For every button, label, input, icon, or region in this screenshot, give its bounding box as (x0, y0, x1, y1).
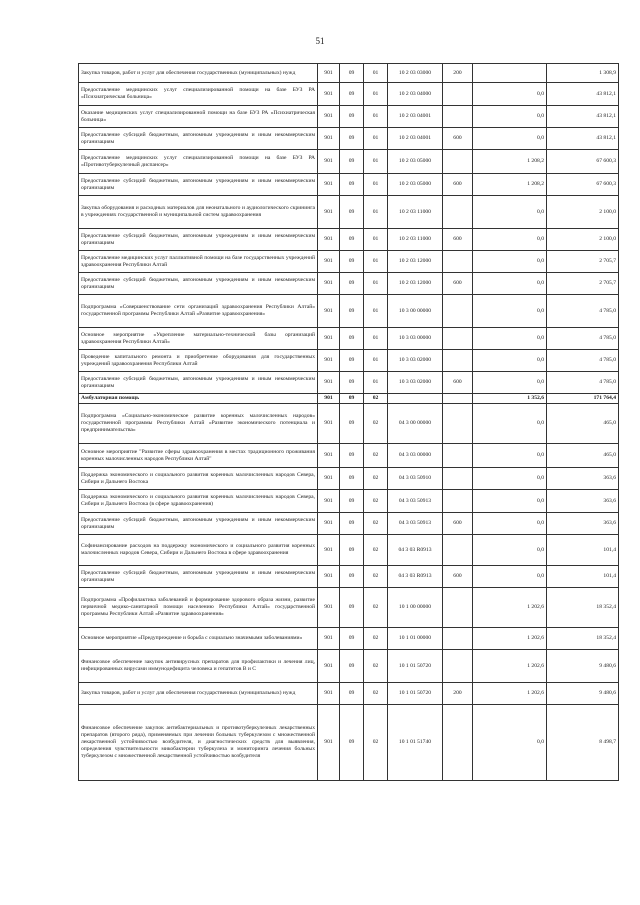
section-total-row (79, 394, 619, 404)
amount-col-1: 0,0 (473, 128, 547, 150)
target-article-code: 10 2 03 05000 (388, 174, 443, 196)
grbs-code: 901 (318, 650, 340, 683)
section-code: 09 (340, 628, 364, 650)
expense-type-code (443, 394, 473, 404)
budget-table (78, 63, 619, 781)
subsection-code: 01 (364, 150, 388, 174)
expense-type-code: 600 (443, 513, 473, 535)
subsection-code: 01 (364, 106, 388, 128)
subsection-code: 01 (364, 372, 388, 394)
row-name: Предоставление субсидий бюджетным, автономным учреждениям и иным некоммерческим организациям (79, 128, 318, 150)
amount-col-1: 0,0 (473, 444, 547, 468)
grbs-code: 901 (318, 535, 340, 566)
amount-col-1: 0,0 (473, 513, 547, 535)
row-name: Предоставление субсидий бюджетным, автономным учреждениям и иным некоммерческим организациям (79, 273, 318, 295)
table-row (79, 174, 619, 196)
amount-col-1: 0,0 (473, 83, 547, 106)
amount-col-1: 0,0 (473, 229, 547, 251)
amount-col-1: 0,0 (473, 106, 547, 128)
amount-col-1: 0,0 (473, 295, 547, 328)
target-article-code: 10 2 03 04000 (388, 83, 443, 106)
table-row (79, 328, 619, 350)
amount-col-2: 2 100,0 (547, 196, 619, 229)
row-name: Предоставление субсидий бюджетным, автономным учреждениям и иным некоммерческим организациям (79, 229, 318, 251)
table-row (79, 372, 619, 394)
target-article-code: 04 3 03 R0913 (388, 535, 443, 566)
grbs-code: 901 (318, 705, 340, 781)
grbs-code: 901 (318, 444, 340, 468)
amount-col-1: 1 202,6 (473, 628, 547, 650)
section-code: 09 (340, 328, 364, 350)
expense-type-code (443, 628, 473, 650)
expense-type-code (443, 490, 473, 513)
grbs-code: 901 (318, 468, 340, 490)
section-code: 09 (340, 468, 364, 490)
amount-col-2: 171 764,4 (547, 394, 619, 404)
amount-col-1: 1 202,6 (473, 683, 547, 705)
amount-col-2: 18 352,4 (547, 628, 619, 650)
table-row (79, 64, 619, 83)
section-code: 09 (340, 535, 364, 566)
section-code: 09 (340, 404, 364, 444)
table-body (79, 64, 619, 781)
expense-type-code (443, 705, 473, 781)
row-name: Подпрограмма «Социально-экономическое развитие коренных малочисленных народов» государственной программы Республики Алтай «Развитие экономического потенциала и предпринимательства» (79, 404, 318, 444)
table-row (79, 83, 619, 106)
amount-col-1: 0,0 (473, 490, 547, 513)
expense-type-code (443, 588, 473, 628)
row-name: Предоставление субсидий бюджетным, автономным учреждениям и иным некоммерческим организациям (79, 513, 318, 535)
subsection-code: 01 (364, 196, 388, 229)
amount-col-2: 9 480,6 (547, 650, 619, 683)
expense-type-code (443, 650, 473, 683)
section-code: 09 (340, 513, 364, 535)
amount-col-2: 2 705,7 (547, 273, 619, 295)
section-code: 09 (340, 128, 364, 150)
amount-col-1: 0,0 (473, 328, 547, 350)
section-code: 09 (340, 251, 364, 273)
amount-col-1: 0,0 (473, 468, 547, 490)
grbs-code: 901 (318, 404, 340, 444)
table-row (79, 628, 619, 650)
target-article-code: 04 3 03 50913 (388, 490, 443, 513)
amount-col-2: 2 100,0 (547, 229, 619, 251)
expense-type-code: 600 (443, 229, 473, 251)
grbs-code: 901 (318, 683, 340, 705)
target-article-code: 10 2 03 04001 (388, 106, 443, 128)
section-code: 09 (340, 64, 364, 83)
subsection-code: 02 (364, 535, 388, 566)
amount-col-1: 1 208,2 (473, 150, 547, 174)
row-name: Основное мероприятие «Укрепление материально-технической базы организаций здравоохранения Республики Алтай» (79, 328, 318, 350)
grbs-code: 901 (318, 229, 340, 251)
row-name: Закупка оборудования и расходных материалов для неонатального и аудиологического скрининга в учреждениях государственной и муниципальной систем здравоохранения (79, 196, 318, 229)
expense-type-code (443, 196, 473, 229)
amount-col-2: 465,0 (547, 444, 619, 468)
subsection-code: 02 (364, 566, 388, 588)
amount-col-1: 1 352,6 (473, 394, 547, 404)
amount-col-2: 43 812,1 (547, 106, 619, 128)
subsection-code: 02 (364, 404, 388, 444)
expense-type-code (443, 251, 473, 273)
amount-col-1: 0,0 (473, 535, 547, 566)
row-name: Проведение капитального ремонта и приобретение оборудования для государственных учреждений здравоохранения Республики Алтай (79, 350, 318, 372)
table-row (79, 229, 619, 251)
amount-col-1: 0,0 (473, 566, 547, 588)
subsection-code: 01 (364, 350, 388, 372)
target-article-code: 10 3 03 00000 (388, 328, 443, 350)
amount-col-2: 101,4 (547, 566, 619, 588)
section-code: 09 (340, 150, 364, 174)
amount-col-2: 4 785,0 (547, 328, 619, 350)
amount-col-2: 465,0 (547, 404, 619, 444)
row-name: Софинансирование расходов на поддержку экономического и социального развития коренных малочисленных народов Севера, Сибири и Дальнего Востока в сфере здравоохранения (79, 535, 318, 566)
amount-col-2: 43 812,1 (547, 83, 619, 106)
subsection-code: 02 (364, 468, 388, 490)
amount-col-2: 18 352,4 (547, 588, 619, 628)
expense-type-code: 600 (443, 566, 473, 588)
subsection-code: 02 (364, 705, 388, 781)
grbs-code: 901 (318, 251, 340, 273)
target-article-code: 10 2 03 04001 (388, 128, 443, 150)
target-article-code: 10 2 03 03000 (388, 64, 443, 83)
subsection-code: 01 (364, 328, 388, 350)
grbs-code: 901 (318, 128, 340, 150)
section-code: 09 (340, 273, 364, 295)
page-number: 51 (315, 36, 325, 46)
target-article-code: 10 3 00 00000 (388, 295, 443, 328)
subsection-code: 01 (364, 174, 388, 196)
grbs-code: 901 (318, 394, 340, 404)
section-code: 09 (340, 295, 364, 328)
grbs-code: 901 (318, 372, 340, 394)
section-code: 09 (340, 705, 364, 781)
amount-col-1: 0,0 (473, 251, 547, 273)
amount-col-2: 363,6 (547, 490, 619, 513)
amount-col-1 (473, 64, 547, 83)
table-row (79, 196, 619, 229)
table-row (79, 468, 619, 490)
section-code: 09 (340, 588, 364, 628)
row-name: Предоставление субсидий бюджетным, автономным учреждениям и иным некоммерческим организациям (79, 174, 318, 196)
expense-type-code (443, 404, 473, 444)
table-row (79, 273, 619, 295)
amount-col-1: 1 202,6 (473, 650, 547, 683)
expense-type-code (443, 350, 473, 372)
row-name: Подпрограмма «Совершенствование сети организаций здравоохранения Республики Алтай» государственной программы Республики Алтай «Развитие здравоохранения» (79, 295, 318, 328)
target-article-code: 10 2 03 11000 (388, 196, 443, 229)
amount-col-2: 67 600,3 (547, 174, 619, 196)
subsection-code: 02 (364, 628, 388, 650)
expense-type-code (443, 150, 473, 174)
expense-type-code: 600 (443, 128, 473, 150)
table-row (79, 705, 619, 781)
subsection-code: 02 (364, 444, 388, 468)
section-code: 09 (340, 83, 364, 106)
row-name: Оказание медицинских услуг специализированной помощи на базе БУЗ РА «Психиатрическая больница» (79, 106, 318, 128)
subsection-code: 01 (364, 251, 388, 273)
target-article-code: 10 1 00 00000 (388, 588, 443, 628)
grbs-code: 901 (318, 273, 340, 295)
amount-col-2: 101,4 (547, 535, 619, 566)
table-row (79, 404, 619, 444)
row-name: Поддержка экономического и социального развития коренных малочисленных народов Севера, Сибири и Дальнего Востока (в сфере здравоохранения) (79, 490, 318, 513)
grbs-code: 901 (318, 588, 340, 628)
expense-type-code: 200 (443, 64, 473, 83)
subsection-code: 01 (364, 295, 388, 328)
target-article-code: 04 3 03 50910 (388, 468, 443, 490)
grbs-code: 901 (318, 566, 340, 588)
section-code: 09 (340, 106, 364, 128)
row-name: Поддержка экономического и социального развития коренных малочисленных народов Севера, Сибири и Дальнего Востока (79, 468, 318, 490)
section-code: 09 (340, 372, 364, 394)
expense-type-code: 200 (443, 683, 473, 705)
target-article-code: 04 3 03 R0913 (388, 566, 443, 588)
target-article-code: 04 3 03 00000 (388, 444, 443, 468)
subsection-code: 01 (364, 64, 388, 83)
row-name: Основное мероприятие «Предупреждение и борьба с социально значимыми заболеваниями» (79, 628, 318, 650)
table-row (79, 128, 619, 150)
expense-type-code (443, 83, 473, 106)
target-article-code: 04 3 00 00000 (388, 404, 443, 444)
amount-col-2: 1 308,9 (547, 64, 619, 83)
expense-type-code: 600 (443, 174, 473, 196)
amount-col-1: 0,0 (473, 350, 547, 372)
subsection-code: 01 (364, 273, 388, 295)
subsection-code: 02 (364, 650, 388, 683)
row-name: Предоставление медицинских услуг специализированной помощи на базе БУЗ РА «Противотуберкулезный диспансер» (79, 150, 318, 174)
grbs-code: 901 (318, 295, 340, 328)
subsection-code: 01 (364, 128, 388, 150)
row-name: Подпрограмма «Профилактика заболеваний и формирование здорового образа жизни, развитие первичной медико-санитарной помощи населению Республики Алтай» государственной программы Республики Алтай «Развитие здравоохранения» (79, 588, 318, 628)
target-article-code: 04 3 03 50913 (388, 513, 443, 535)
amount-col-1: 1 202,6 (473, 588, 547, 628)
table-row (79, 350, 619, 372)
target-article-code: 10 2 03 11000 (388, 229, 443, 251)
table-row (79, 444, 619, 468)
section-code: 09 (340, 174, 364, 196)
row-name: Предоставление субсидий бюджетным, автономным учреждениям и иным некоммерческим организациям (79, 372, 318, 394)
target-article-code: 10 3 03 02000 (388, 350, 443, 372)
row-name: Основное мероприятие "Развитие сферы здравоохранения в местах традиционного проживания коренных малочисленных народов Республики Алтай" (79, 444, 318, 468)
amount-col-1: 0,0 (473, 372, 547, 394)
section-code: 09 (340, 350, 364, 372)
target-article-code: 10 3 03 02000 (388, 372, 443, 394)
table-row (79, 683, 619, 705)
row-name: Финансовое обеспечение закупок антивирусных препаратов для профилактики и лечения лиц, инфицированных вирусами иммунодефицита человека и гепатитов В и С (79, 650, 318, 683)
row-name: Предоставление медицинских услуг специализированной помощи на базе БУЗ РА «Психиатрическая больница» (79, 83, 318, 106)
subsection-code: 02 (364, 490, 388, 513)
grbs-code: 901 (318, 328, 340, 350)
row-name: Предоставление медицинских услуг паллиативной помощи на базе государственных учреждений здравоохранения Республики Алтай (79, 251, 318, 273)
subsection-code: 01 (364, 83, 388, 106)
amount-col-2: 4 785,0 (547, 372, 619, 394)
amount-col-1: 0,0 (473, 705, 547, 781)
amount-col-1: 0,0 (473, 196, 547, 229)
table-row (79, 535, 619, 566)
table-row (79, 150, 619, 174)
expense-type-code (443, 444, 473, 468)
amount-col-2: 363,6 (547, 468, 619, 490)
subsection-code: 02 (364, 588, 388, 628)
section-code: 09 (340, 566, 364, 588)
row-name: Предоставление субсидий бюджетным, автономным учреждениям и иным некоммерческим организациям (79, 566, 318, 588)
expense-type-code: 600 (443, 372, 473, 394)
target-article-code: 10 1 01 50720 (388, 683, 443, 705)
row-name: Финансовое обеспечение закупок антибактериальных и противотуберкулезных лекарственных препаратов (второго ряда), применяемых при лечении больных туберкулезом с множественной лекарственной устойчивостью возбудителя, и диагностических средств для выявления, определения чувствительности микобактерии туберкулеза и мониторинга лечения больных туберкулезом с множественной лекарственной устойчивостью возбудителя (79, 705, 318, 781)
expense-type-code (443, 535, 473, 566)
amount-col-1: 1 208,2 (473, 174, 547, 196)
amount-col-1: 0,0 (473, 404, 547, 444)
expense-type-code (443, 328, 473, 350)
row-name: Закупка товаров, работ и услуг для обеспечения государственных (муниципальных) нужд (79, 683, 318, 705)
target-article-code: 10 1 01 00000 (388, 628, 443, 650)
table-row (79, 106, 619, 128)
section-code: 09 (340, 683, 364, 705)
section-code: 09 (340, 229, 364, 251)
expense-type-code: 600 (443, 273, 473, 295)
row-name: Закупка товаров, работ и услуг для обеспечения государственных (муниципальных) нужд (79, 64, 318, 83)
section-code: 09 (340, 394, 364, 404)
grbs-code: 901 (318, 628, 340, 650)
section-code: 09 (340, 650, 364, 683)
grbs-code: 901 (318, 513, 340, 535)
table-row (79, 513, 619, 535)
grbs-code: 901 (318, 106, 340, 128)
amount-col-2: 363,6 (547, 513, 619, 535)
expense-type-code (443, 295, 473, 328)
row-name: Амбулаторная помощь (79, 394, 318, 404)
amount-col-2: 67 600,3 (547, 150, 619, 174)
table-row (79, 295, 619, 328)
section-code: 09 (340, 444, 364, 468)
grbs-code: 901 (318, 150, 340, 174)
grbs-code: 901 (318, 64, 340, 83)
table-row (79, 490, 619, 513)
amount-col-2: 2 705,7 (547, 251, 619, 273)
section-code: 09 (340, 196, 364, 229)
target-article-code: 10 1 01 51740 (388, 705, 443, 781)
target-article-code: 10 2 03 12000 (388, 273, 443, 295)
table-row (79, 566, 619, 588)
table-row (79, 650, 619, 683)
amount-col-1: 0,0 (473, 273, 547, 295)
expense-type-code (443, 106, 473, 128)
subsection-code: 02 (364, 683, 388, 705)
grbs-code: 901 (318, 350, 340, 372)
target-article-code (388, 394, 443, 404)
expense-type-code (443, 468, 473, 490)
target-article-code: 10 2 03 12000 (388, 251, 443, 273)
target-article-code: 10 2 03 05000 (388, 150, 443, 174)
amount-col-2: 9 480,6 (547, 683, 619, 705)
grbs-code: 901 (318, 490, 340, 513)
amount-col-2: 4 785,0 (547, 350, 619, 372)
subsection-code: 02 (364, 394, 388, 404)
table-row (79, 588, 619, 628)
grbs-code: 901 (318, 196, 340, 229)
grbs-code: 901 (318, 83, 340, 106)
table-row (79, 251, 619, 273)
subsection-code: 01 (364, 229, 388, 251)
amount-col-2: 4 785,0 (547, 295, 619, 328)
amount-col-2: 43 812,1 (547, 128, 619, 150)
subsection-code: 02 (364, 513, 388, 535)
grbs-code: 901 (318, 174, 340, 196)
amount-col-2: 8 498,7 (547, 705, 619, 781)
section-code: 09 (340, 490, 364, 513)
target-article-code: 10 1 01 50720 (388, 650, 443, 683)
